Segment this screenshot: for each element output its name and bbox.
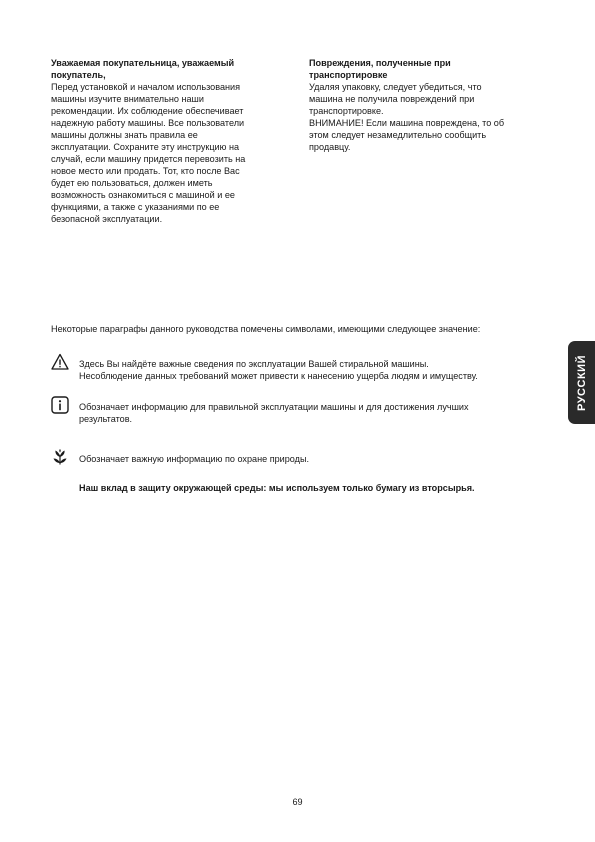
welcome-heading bbox=[51, 57, 283, 81]
transport-damage-heading bbox=[309, 57, 549, 81]
symbols-intro: Некоторые параграфы данного руководства помечены символами, имеющими следующее значение: bbox=[51, 324, 481, 334]
heading-line: покупатель, bbox=[51, 70, 106, 80]
eco-flower-icon bbox=[51, 448, 69, 466]
text-line: машина не получила повреждений при bbox=[309, 94, 475, 104]
heading-line: Повреждения, полученные при bbox=[309, 58, 451, 68]
transport-damage-warning bbox=[309, 117, 549, 153]
warning-triangle-icon bbox=[51, 353, 69, 371]
text-line: будет ею пользоваться, должен иметь bbox=[51, 178, 213, 188]
symbol-eco-row bbox=[51, 448, 551, 470]
text-line: функциями, а также с указаниями по ее bbox=[51, 202, 220, 212]
text-line: рекомендации. Их соблюдение обеспечивает bbox=[51, 106, 244, 116]
symbol-info-row bbox=[51, 396, 551, 426]
language-tab bbox=[568, 341, 595, 424]
welcome-text bbox=[51, 81, 283, 225]
text-line: машины изучите внимательно наши bbox=[51, 94, 204, 104]
text-line: машины должны знать правила ее bbox=[51, 130, 198, 140]
heading-line: транспортировке bbox=[309, 70, 388, 80]
text-line: этом следует незамедлительно сообщить bbox=[309, 130, 487, 140]
symbol-eco-text bbox=[79, 453, 549, 465]
symbol-warning-text bbox=[79, 358, 549, 382]
text-line: Обозначает важную информацию по охране природы. bbox=[79, 454, 310, 464]
text-line: случай, если машину придется перевозить на bbox=[51, 154, 246, 164]
heading-line: Уважаемая покупательница, уважаемый bbox=[51, 58, 235, 68]
recycled-paper-note: Наш вклад в защиту окружающей среды: мы используем только бумагу из вторсырья. bbox=[79, 483, 475, 493]
text-line: возможность ознакомиться с машиной и ее bbox=[51, 190, 235, 200]
text-line: транспортировке. bbox=[309, 106, 384, 116]
text-line: Обозначает информацию для правильной эксплуатации машины и для достижения лучших bbox=[79, 402, 469, 412]
text-line: Удаляя упаковку, следует убедиться, что bbox=[309, 82, 482, 92]
text-line: эксплуатации. Сохраните эту инструкцию на bbox=[51, 142, 240, 152]
text-line: Здесь Вы найдёте важные сведения по эксплуатации Вашей стиральной машины. bbox=[79, 359, 429, 369]
text-line: безопасной эксплуатации. bbox=[51, 214, 163, 224]
welcome-section bbox=[51, 57, 283, 225]
symbol-warning-row bbox=[51, 353, 551, 383]
text-line: Перед установкой и началом использования bbox=[51, 82, 241, 92]
text-line: Несоблюдение данных требований может привести к нанесению ущерба людям и имуществу. bbox=[79, 371, 478, 381]
text-line: новое место или продать. Тот, кто после Вас bbox=[51, 166, 240, 176]
text-line: результатов. bbox=[79, 414, 133, 424]
text-line: надежную работу машины. Все пользователи bbox=[51, 118, 245, 128]
text-line: продавцу. bbox=[309, 142, 351, 152]
info-icon bbox=[51, 396, 69, 414]
text-line: ВНИМАНИЕ! Если машина повреждена, то об bbox=[309, 118, 505, 128]
symbol-info-text bbox=[79, 401, 549, 425]
page-number: 69 bbox=[292, 797, 303, 807]
language-tab-label: РУССКИЙ bbox=[575, 354, 588, 411]
transport-damage-section bbox=[309, 57, 549, 153]
transport-damage-text bbox=[309, 81, 549, 117]
